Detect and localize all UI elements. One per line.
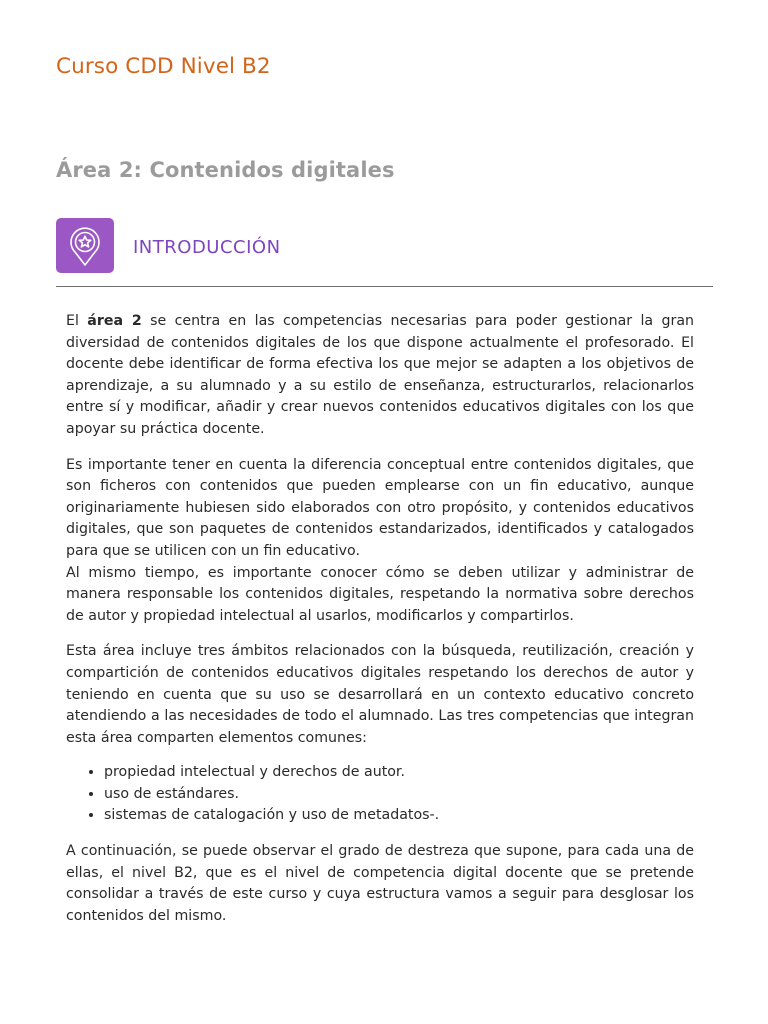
- area-emphasis: área 2: [87, 313, 142, 329]
- section-divider: [56, 286, 713, 287]
- paragraph-intro-rest: se centra en las competencias necesarias para poder gestionar la gran diversidad de contenidos digitales de los que dispone actualmente el profesorado. El docente debe identificar de forma efectiva los que mejor se adapten a los objetivos de aprendizaje, a su alumnado y a su estilo de enseñanza, estructurarlos, relacionarlos entre sí y modificar, añadir y crear nuevos contenidos educativos digitales con los que apoyar su práctica docente.: [66, 313, 695, 437]
- paragraph-responsible-use: Al mismo tiempo, es importante conocer cómo se deben utilizar y administrar de manera responsable los contenidos digitales, respetando la normativa sobre derechos de autor y propiedad intelectual al usarlos, modificarlos y compartirlos.: [66, 564, 694, 624]
- list-item: • uso de estándares.: [104, 784, 694, 806]
- list-item: • sistemas de catalogación y uso de metadatos-.: [104, 805, 694, 827]
- list-item: • propiedad intelectual y derechos de autor.: [104, 762, 694, 784]
- section-header: [56, 218, 713, 287]
- course-title: Curso CDD Nivel B2: [56, 54, 271, 79]
- common-elements-list: [66, 762, 694, 827]
- area-title: Área 2: Contenidos digitales: [56, 158, 395, 182]
- location-star-icon: [56, 218, 114, 273]
- section-label: INTRODUCCIÓN: [133, 237, 281, 258]
- body-content: [66, 311, 694, 927]
- paragraph-intro: [66, 311, 694, 441]
- paragraph-intro-lead: El: [66, 313, 88, 329]
- paragraph-scope: Esta área incluye tres ámbitos relacionados con la búsqueda, reutilización, creación y compartición de contenidos educativos digitales respetando los derechos de autor y teniendo en cuenta que su uso se desarrollará en un contexto educativo concreto atendiendo a las necesidades de todo el alumnado. Las tres competencias que integran esta área comparten elementos comunes:: [66, 643, 694, 746]
- paragraph-difference: Es importante tener en cuenta la diferencia conceptual entre contenidos digitales, que son ficheros con contenidos que pueden emplearse con un fin educativo, aunque originariamente hubiesen sido elaborados con otro propósito, y contenidos educativos digitales, que son paquetes de contenidos estandarizados, identificados y catalogados para que se utilicen con un fin educativo.: [66, 456, 694, 559]
- paragraph-conclusion: A continuación, se puede observar el grado de destreza que supone, para cada una de ellas, el nivel B2, que es el nivel de competencia digital docente que se pretende consolidar a través de este curso y cuya estructura vamos a seguir para desglosar los contenidos del mismo.: [66, 843, 694, 924]
